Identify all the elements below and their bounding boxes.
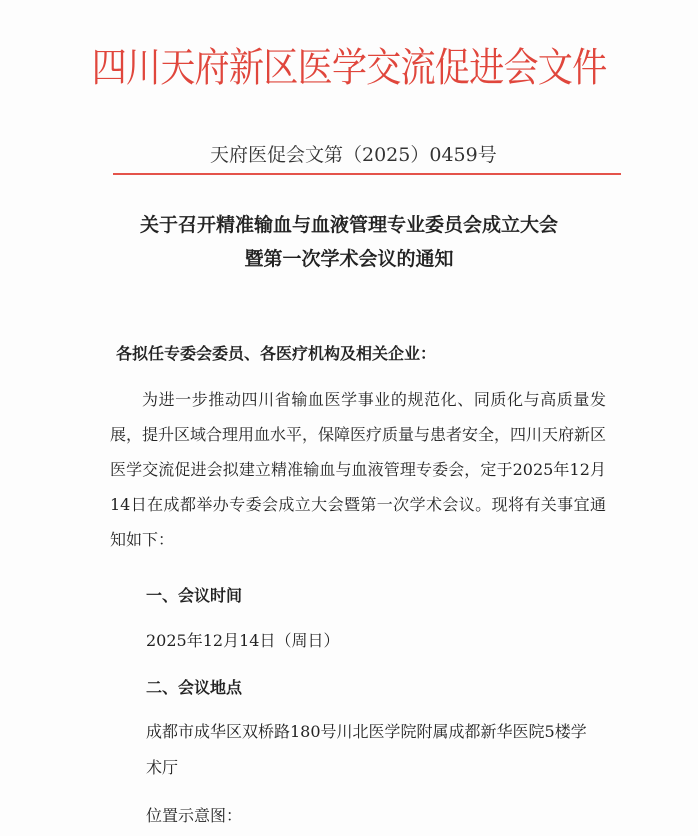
meeting-date: 2025年12月14日（周日）	[146, 631, 340, 650]
section-heading-time: 一、会议时间	[146, 586, 243, 605]
map-label: 位置示意图：	[146, 806, 243, 825]
org-header-title: 四川天府新区医学交流促进会文件	[91, 45, 607, 91]
red-divider-line	[113, 173, 621, 175]
notice-title-line-2: 暨第一次学术会议的通知	[244, 248, 454, 270]
notice-title	[0, 208, 698, 276]
salutation: 各拟任专委会委员、各医疗机构及相关企业：	[116, 344, 437, 363]
meeting-address: 成都市成华区双桥路180号川北医学院附属成都新华医院5楼学术厅	[146, 722, 587, 777]
body-paragraph: 为进一步推动四川省输血医学事业的规范化、同质化与高质量发展，提升区域合理用血水平，保障医疗质量与患者安全，四川天府新区医学交流促进会拟建立精准输血与血液管理专委会，定于2025年12月14日在成都举办专委会成立大会暨第一次学术会议。现将有关事宜通知如下：	[110, 390, 607, 549]
document-number: 天府医促会文第（2025）0459号	[210, 144, 497, 166]
section-heading-venue: 二、会议地点	[146, 678, 243, 697]
notice-title-line-1: 关于召开精准输血与血液管理专业委员会成立大会	[139, 214, 558, 236]
